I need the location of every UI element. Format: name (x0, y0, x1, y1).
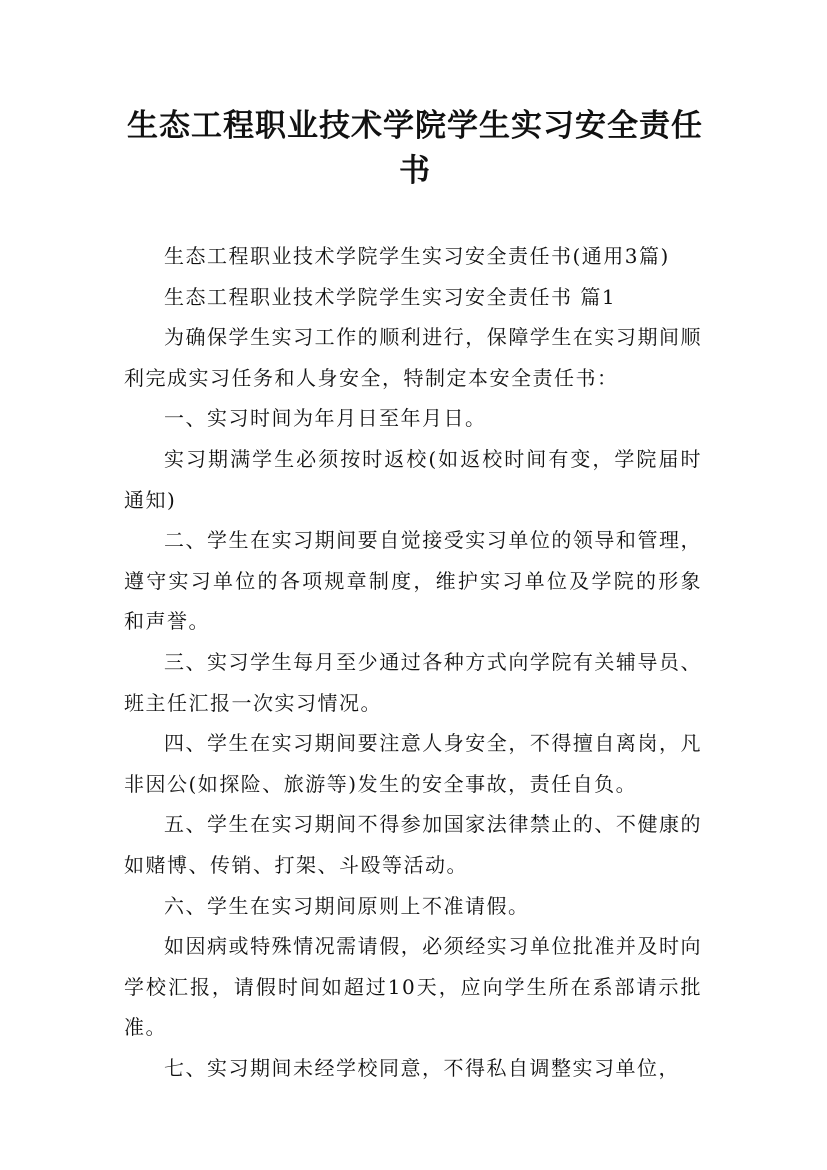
document-title: 生态工程职业技术学院学生实习安全责任书 (127, 108, 703, 189)
paragraph-item-6-note: 如因病或特殊情况需请假，必须经实习单位批准并及时向学校汇报，请假时间如超过10天，应向学生所在系部请示批准。 (124, 934, 702, 1040)
paragraph-intro: 为确保学生实习工作的顺利进行，保障学生在实习期间顺利完成实习任务和人身安全，特制定本安全责任书： (124, 325, 702, 390)
paragraph-item-1-note: 实习期满学生必须按时返校(如返校时间有变，学院届时通知) (124, 446, 702, 512)
paragraph-item-7: 七、实习期间未经学校同意，不得私自调整实习单位， (164, 1055, 680, 1080)
paragraph-item-2: 二、学生在实习期间要自觉接受实习单位的领导和管理，遵守实习单位的各项规章制度，维护实习单位及学院的形象和声誉。 (124, 528, 702, 634)
paragraph-item-6: 六、学生在实习期间原则上不准请假。 (164, 893, 530, 918)
paragraph-subtitle: 生态工程职业技术学院学生实习安全责任书(通用3篇) (164, 244, 670, 268)
paragraph-item-1: 一、实习时间为年月日至年月日。 (164, 406, 487, 431)
document-body (124, 236, 702, 1088)
paragraph-item-3: 三、实习学生每月至少通过各种方式向学院有关辅导员、班主任汇报一次实习情况。 (124, 649, 702, 715)
paragraph-item-5: 五、学生在实习期间不得参加国家法律禁止的、不健康的如赌博、传销、打架、斗殴等活动。 (124, 812, 702, 877)
paragraph-section-heading: 生态工程职业技术学院学生实习安全责任书 篇1 (164, 284, 617, 309)
paragraph-item-4: 四、学生在实习期间要注意人身安全，不得擅自离岗，凡非因公(如探险、旅游等)发生的安全事故，责任自负。 (124, 731, 702, 796)
